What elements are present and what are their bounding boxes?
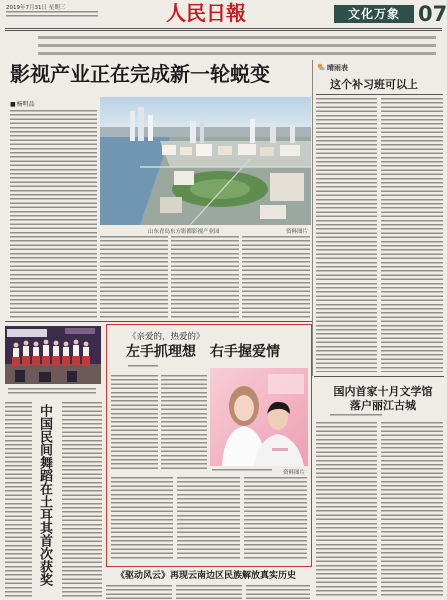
drama-body-text	[111, 375, 158, 469]
column-rule	[316, 94, 443, 95]
dance-body-text	[62, 402, 102, 598]
drama-photo-caption	[212, 469, 272, 473]
bottom-body-text	[106, 585, 172, 599]
lead-photo	[100, 97, 311, 225]
drama-body-text	[111, 477, 173, 561]
intro-text	[38, 36, 436, 58]
masthead-rule	[5, 28, 442, 29]
lead-body-column	[10, 110, 97, 318]
lead-body-column	[100, 236, 168, 318]
lead-photo-caption: 山东青岛东方影都影视产业园	[148, 229, 220, 235]
section-divider	[5, 321, 312, 322]
news-headline-line2: 落户丽江古城	[350, 399, 416, 412]
news-body-text	[381, 422, 443, 598]
news-body-text	[316, 422, 377, 598]
drama-body-text	[244, 477, 307, 561]
section-banner: 文化万象	[334, 5, 414, 23]
bottom-body-text	[246, 585, 310, 599]
dance-headline: 中国民间舞蹈在土耳其首次获奖	[37, 404, 52, 586]
bottom-body-text	[176, 585, 242, 599]
column-body-text	[381, 98, 443, 372]
drama-photo-credit: 资料图片	[283, 470, 306, 476]
drama-kicker: 《亲爱的，热爱的》	[128, 332, 205, 342]
lead-body-column	[242, 236, 310, 318]
column-headline: 这个补习班可以上	[330, 78, 418, 91]
column-body-text	[316, 98, 377, 372]
column-label: 晴雨表	[327, 64, 348, 72]
page-number: 07	[418, 2, 447, 26]
news-headline-line1: 国内首家十月文学馆	[333, 385, 433, 398]
lead-photo-credit: 资料图片	[286, 229, 309, 235]
lead-headline: 影视产业正在完成新一轮蜕变	[10, 62, 270, 86]
lead-byline: ■ 杨明品	[10, 99, 35, 108]
masthead-rule-thin	[5, 30, 442, 31]
issue-date: 2019年7月31日 星期三	[6, 5, 66, 11]
column-divider	[312, 60, 313, 376]
dance-body-text	[5, 402, 32, 598]
dance-photo	[5, 326, 101, 384]
bottom-headline: 《驱动风云》再现云南边区民族解放真实历史	[116, 571, 297, 581]
drama-byline	[128, 365, 158, 369]
dance-photo-caption	[8, 388, 96, 396]
masthead-info-text	[6, 11, 98, 19]
masthead-logo: 人民日報	[166, 1, 246, 25]
drama-headline: 左手抓理想 右手握爱情	[126, 344, 280, 360]
drama-body-text	[177, 477, 240, 561]
news-rule	[314, 376, 444, 377]
weather-icon	[317, 63, 325, 71]
news-byline	[330, 414, 382, 418]
lead-body-column	[171, 236, 239, 318]
drama-body-text	[161, 375, 207, 469]
drama-photo	[210, 368, 308, 466]
